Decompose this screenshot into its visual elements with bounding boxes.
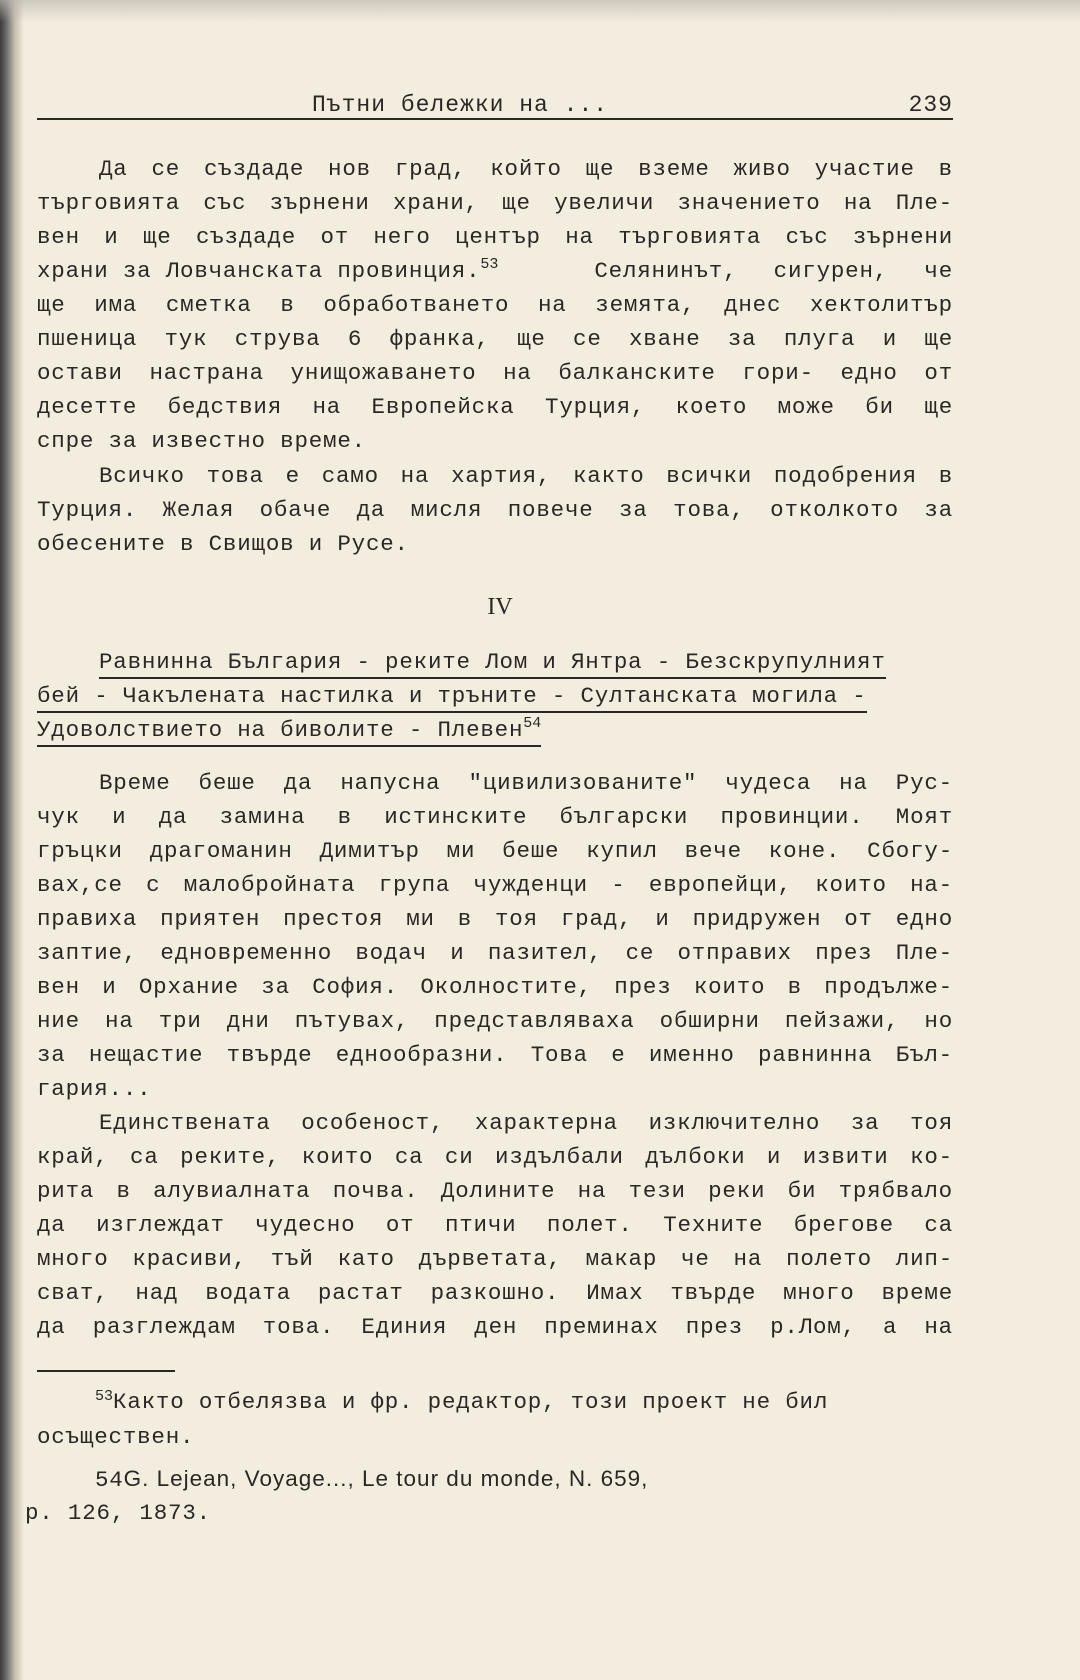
- text-line: чук и да замина в истинските български провинции. Моят: [37, 804, 953, 830]
- text-line: търговията със зърнени храни, ще увеличи значението на Пле-: [37, 190, 953, 216]
- text-line: Време беше да напусна "цивилизованите" чудеса на Рус-: [99, 770, 953, 796]
- text-line: вен и Орхание за София. Околностите, през които в продълже-: [37, 974, 953, 1000]
- text-line: заптие, едновременно водач и пазител, се отправих през Пле-: [37, 940, 953, 966]
- text-line: десетте бедствия на Европейска Турция, което може би ще: [37, 394, 953, 420]
- footnote-ref-54: 54: [523, 715, 542, 732]
- text-line: Да се създаде нов град, който ще вземе живо участие в: [99, 156, 953, 182]
- text-line: пшеница тук струва 6 франка, ще се хване за плуга и ще: [37, 326, 953, 352]
- text-line: много красиви, тъй като дърветата, макар че на полето лип-: [37, 1246, 953, 1272]
- text-line: гръцки драгоманин Димитър ми беше купил вече коне. Сбогу-: [37, 838, 953, 864]
- text-line: вен и ще създаде от него център на търговията със зърнени: [37, 224, 953, 250]
- text-line: вах,се с малобройната група чужденци - европейци, които на-: [37, 872, 953, 898]
- section-title: [37, 645, 977, 747]
- page-number: 239: [908, 92, 953, 118]
- section-title-line: [37, 713, 977, 747]
- footnote-text: G. Lejean, Voyage..., Le tour du monde, N. 659,: [123, 1466, 649, 1491]
- text-line: ще има сметка в обработването на земята, днес хектолитър: [37, 292, 953, 318]
- text-line: обесените в Свищов и Русе.: [37, 531, 409, 557]
- section-title-text: бей - Чакълената настилка и тръните - Султанската могила -: [37, 683, 867, 713]
- footnote-separator: [37, 1370, 175, 1372]
- footnote-mark-54: 54: [95, 1467, 124, 1493]
- footnote-54: [37, 1461, 957, 1496]
- section-title-text: Удоволствието на биволите - Плевен: [37, 717, 524, 743]
- paragraph-2: [37, 459, 953, 561]
- section-title-line: [37, 679, 977, 713]
- text-fragment: храни за Ловчанската провинция.: [37, 258, 481, 284]
- text-line: да разглеждам това. Единия ден преминах през р.Лом, а на: [37, 1314, 953, 1340]
- footnote-ref-53: 53: [480, 256, 499, 273]
- footnote-53: [37, 1385, 957, 1420]
- text-line: сват, над водата растат разкошно. Имах твърде много време: [37, 1280, 953, 1306]
- top-edge-shadow: [0, 0, 1080, 22]
- text-line: Единствената особеност, характерна изключително за тоя: [99, 1110, 953, 1136]
- text-line: Всичко това е само на хартия, както всички подобрения в: [99, 463, 953, 489]
- section-title-line: [37, 645, 977, 679]
- footnote-53-cont: осъществен.: [37, 1424, 195, 1450]
- paragraph-4: [37, 1106, 953, 1344]
- section-number: IV: [487, 594, 513, 620]
- text-line: гария...: [37, 1076, 152, 1102]
- footnote-54-cont: p. 126, 1873.: [25, 1500, 211, 1526]
- text-line: ние на три дни пътувах, представляваха обширни пейзажи, но: [37, 1008, 953, 1034]
- text-line: рита в алувиалната почва. Долините на тези реки би трябвало: [37, 1178, 953, 1204]
- text-fragment: Селянинът, сигурен, че: [594, 258, 953, 284]
- paragraph-1: [37, 152, 953, 458]
- footnote-text: Както отбелязва и фр. редактор, този проект не бил: [113, 1389, 829, 1415]
- gutter-shadow: [14, 0, 24, 1680]
- section-title-text: Равнинна България - реките Лом и Янтра - Безскрупулният: [99, 649, 886, 679]
- text-line: Турция. Желая обаче да мисля повече за това, отколкото за: [37, 497, 953, 523]
- text-line: да изглеждат чудесно от птичи полет. Техните брегове са: [37, 1212, 953, 1238]
- text-line: спре за известно време.: [37, 428, 366, 454]
- text-line: правиха приятен престоя ми в тоя град, и придружен от едно: [37, 906, 953, 932]
- running-title: Пътни бележки на ...: [312, 92, 609, 118]
- footnotes: [25, 1385, 957, 1531]
- text-line: за нещастие твърде еднообразни. Това е именно равнинна Бъл-: [37, 1042, 953, 1068]
- text-line: остави настрана унищожаването на балканските гори- едно от: [37, 360, 953, 386]
- text-line: [37, 254, 953, 288]
- book-binding-shadow: [0, 0, 14, 1680]
- text-line: край, са реките, които са си издълбали дълбоки и извити ко-: [37, 1144, 953, 1170]
- paragraph-3: [37, 766, 953, 1106]
- footnote-mark-53: 53: [95, 1388, 114, 1405]
- running-header: [37, 88, 953, 120]
